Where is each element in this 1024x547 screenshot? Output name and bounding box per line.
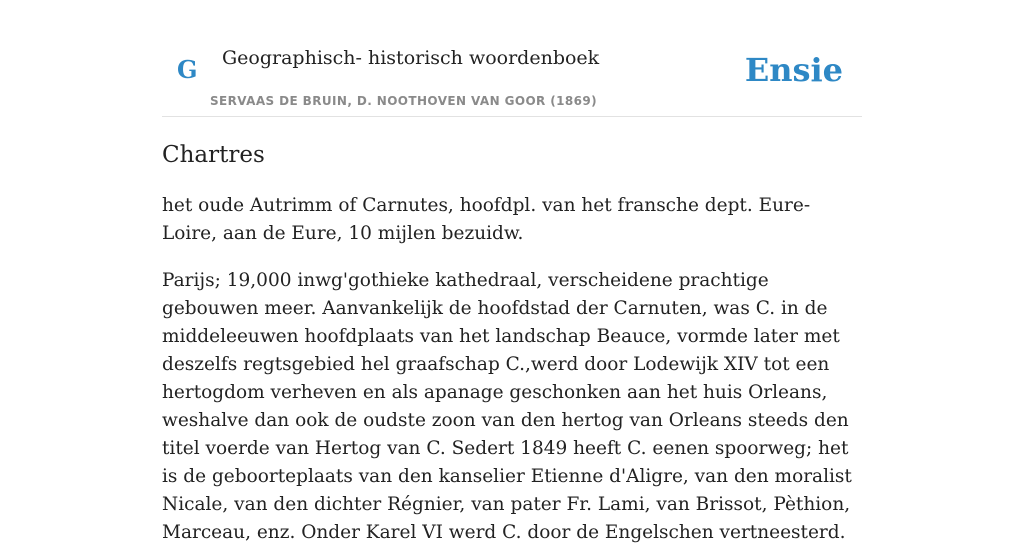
entry-title: Chartres bbox=[162, 142, 265, 168]
entry-paragraph: het oude Autrimm of Carnutes, hoofdpl. van het fransche dept. Eure-Loire, aan de Eure, 10 mijlen bezuidw. bbox=[162, 195, 811, 244]
dictionary-author: SERVAAS DE BRUIN, D. NOOTHOVEN VAN GOOR (1869) bbox=[210, 94, 598, 108]
entry-content bbox=[162, 138, 862, 547]
header bbox=[162, 0, 862, 117]
dictionary-logo-icon[interactable]: G bbox=[177, 55, 198, 84]
dictionary-title-link[interactable]: Geographisch- historisch woordenboek bbox=[222, 47, 600, 69]
ensie-logo-link[interactable]: Ensie bbox=[744, 51, 843, 89]
entry-paragraph: Parijs; 19,000 inwg'gothieke kathedraal, verscheidene prachtige gebouwen meer. Aanvankelijk de hoofdstad der Carnuten, was C. in de middeleeuwen hoofdplaats van het landschap Beauce, vormde later met deszelfs regtsgebied hel graafschap C.,werd door Lodewijk XIV tot een hertogdom verheven en als apanage geschonken aan het huis Orleans, weshalve dan ook de oudste zoon van den hertog van Orleans steeds den titel voerde van Hertog van C. Sedert 1849 heeft C. eenen spoorweg; het is de geboorteplaats van den kanselier Etienne d'Aligre, van den moralist Nicale, van den dichter Régnier, van pater Fr. Lami, van Brissot, Pèthion, Marceau, enz. Onder Karel VI werd C. door de Engelschen vertneesterd. bbox=[162, 270, 852, 543]
